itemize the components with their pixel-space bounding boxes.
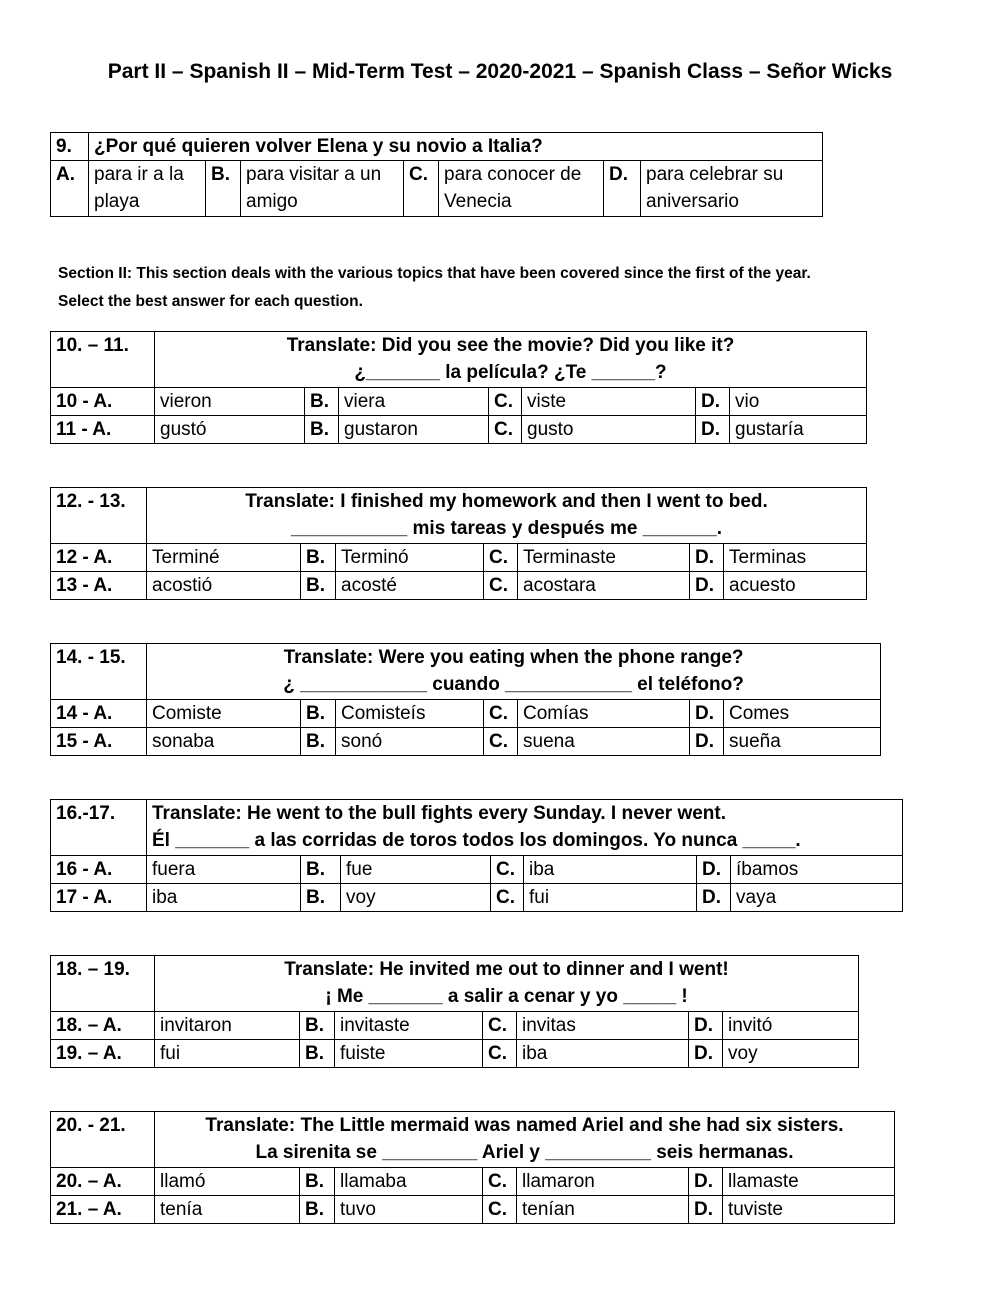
option-d[interactable]: invitó	[723, 1012, 859, 1040]
option-letter-d: D.	[690, 728, 724, 756]
block-number: 14. - 15.	[51, 644, 147, 700]
option-d[interactable]: sueña	[724, 728, 881, 756]
option-b[interactable]: tuvo	[335, 1196, 483, 1224]
option-letter-b: B.	[300, 1196, 335, 1224]
prompt-english: Translate: Did you see the movie? Did you like it?	[286, 335, 735, 356]
option-c[interactable]: tenían	[517, 1196, 689, 1224]
option-d[interactable]: íbamos	[731, 856, 903, 884]
option-letter-c: C.	[491, 856, 524, 884]
prompt-english: Translate: The Little mermaid was named Ariel and she had six sisters.	[205, 1115, 844, 1136]
option-letter-d: D.	[697, 856, 731, 884]
option-c[interactable]: fui	[524, 884, 697, 912]
option-d[interactable]: vio	[730, 388, 867, 416]
row-label: 17 - A.	[51, 884, 147, 912]
block-prompt	[147, 800, 903, 856]
row-label: 12 - A.	[51, 544, 147, 572]
option-letter-c: C.	[483, 1040, 517, 1068]
block-number: 10. – 11.	[51, 332, 155, 388]
option-c[interactable]: viste	[522, 388, 696, 416]
option-letter-d: D.	[689, 1012, 723, 1040]
option-a[interactable]: fui	[155, 1040, 300, 1068]
option-a[interactable]: Comiste	[147, 700, 301, 728]
option-letter-c: C.	[484, 544, 518, 572]
block-number: 16.-17.	[51, 800, 147, 856]
block-prompt	[155, 956, 859, 1012]
option-letter-b: B.	[305, 416, 339, 444]
row-label: 20. – A.	[51, 1168, 155, 1196]
row-label: 16 - A.	[51, 856, 147, 884]
option-letter-c: C.	[484, 728, 518, 756]
option-c[interactable]: acostara	[518, 572, 690, 600]
option-b[interactable]: sonó	[336, 728, 484, 756]
option-b[interactable]: invitaste	[335, 1012, 483, 1040]
row-label: 13 - A.	[51, 572, 147, 600]
block-prompt	[147, 488, 867, 544]
option-letter-d: D.	[690, 544, 724, 572]
option-letter-b: B.	[305, 388, 339, 416]
option-a[interactable]: gustó	[155, 416, 305, 444]
question-block-14-15	[50, 643, 881, 756]
option-b[interactable]: voy	[341, 884, 491, 912]
option-letter-b: B.	[301, 544, 336, 572]
option-letter-b: B.	[301, 856, 341, 884]
option-letter-d: D.	[689, 1196, 723, 1224]
option-letter-d: D.	[696, 388, 730, 416]
option-letter-d: D.	[690, 572, 724, 600]
option-letter-c: C.	[484, 572, 518, 600]
option-d[interactable]: acuesto	[724, 572, 867, 600]
option-b[interactable]: para visitar a un amigo	[241, 161, 404, 217]
option-a[interactable]: para ir a la playa	[89, 161, 206, 217]
option-a[interactable]: fuera	[147, 856, 301, 884]
option-a[interactable]: invitaron	[155, 1012, 300, 1040]
option-c[interactable]: iba	[524, 856, 697, 884]
row-label: 15 - A.	[51, 728, 147, 756]
prompt-english: Translate: Were you eating when the phone range?	[283, 647, 744, 668]
option-c[interactable]: Terminaste	[518, 544, 690, 572]
prompt-spanish: ___________ mis tareas y después me _______.	[291, 518, 723, 539]
option-c[interactable]: llamaron	[517, 1168, 689, 1196]
option-d[interactable]: gustaría	[730, 416, 867, 444]
option-letter-b: B.	[301, 572, 336, 600]
prompt-spanish: ¿_______ la película? ¿Te ______?	[354, 362, 667, 383]
option-letter-d: D.	[697, 884, 731, 912]
block-prompt	[155, 1112, 895, 1168]
option-letter-c: C.	[483, 1168, 517, 1196]
option-d[interactable]: voy	[723, 1040, 859, 1068]
option-d[interactable]: para celebrar su aniversario	[641, 161, 823, 217]
section-instructions	[58, 260, 958, 316]
row-label: 18. – A.	[51, 1012, 155, 1040]
option-letter-c: C.	[489, 416, 522, 444]
question-block-20-21	[50, 1111, 895, 1224]
option-letter-b: B.	[301, 728, 336, 756]
option-d[interactable]: Terminas	[724, 544, 867, 572]
option-a[interactable]: iba	[147, 884, 301, 912]
row-label: 19. – A.	[51, 1040, 155, 1068]
prompt-english: Translate: I finished my homework and then I went to bed.	[245, 491, 768, 512]
prompt-spanish: ¿ ____________ cuando ____________ el teléfono?	[283, 674, 744, 695]
row-label: 21. – A.	[51, 1196, 155, 1224]
option-letter-b: B.	[300, 1012, 335, 1040]
option-letter-b: B.	[300, 1168, 335, 1196]
prompt-english: Translate: He invited me out to dinner and I went!	[284, 959, 729, 980]
option-letter-c: C.	[491, 884, 524, 912]
option-letter-d: D.	[689, 1040, 723, 1068]
option-c[interactable]: iba	[517, 1040, 689, 1068]
prompt-spanish: Él _______ a las corridas de toros todos los domingos. Yo nunca _____.	[152, 830, 801, 851]
option-letter-b: B.	[301, 884, 341, 912]
block-prompt	[155, 332, 867, 388]
question-block-10-11	[50, 331, 867, 444]
option-letter-d: D.	[696, 416, 730, 444]
option-letter-b: B.	[206, 161, 241, 217]
block-prompt	[147, 644, 881, 700]
option-b[interactable]: llamaba	[335, 1168, 483, 1196]
option-letter-c: C.	[404, 161, 439, 217]
prompt-spanish: ¡ Me _______ a salir a cenar y yo _____ !	[325, 986, 688, 1007]
option-letter-a: A.	[51, 161, 89, 217]
question-block-12-13	[50, 487, 867, 600]
question-9-text: ¿Por qué quieren volver Elena y su novio a Italia?	[89, 133, 823, 161]
row-label: 10 - A.	[51, 388, 155, 416]
option-c[interactable]: para conocer de Venecia	[439, 161, 604, 217]
option-a[interactable]: llamó	[155, 1168, 300, 1196]
option-c[interactable]: Comías	[518, 700, 690, 728]
option-letter-b: B.	[301, 700, 336, 728]
option-letter-c: C.	[489, 388, 522, 416]
question-block-16-17	[50, 799, 903, 912]
block-number: 20. - 21.	[51, 1112, 155, 1168]
option-c[interactable]: suena	[518, 728, 690, 756]
option-b[interactable]: fuiste	[335, 1040, 483, 1068]
option-letter-d: D.	[690, 700, 724, 728]
option-b[interactable]: gustaron	[339, 416, 489, 444]
option-a[interactable]: acostió	[147, 572, 301, 600]
option-b[interactable]: acosté	[336, 572, 484, 600]
section-line-1: Section II: This section deals with the various topics that have been covered since the first of the year.	[58, 265, 811, 282]
option-b[interactable]: viera	[339, 388, 489, 416]
option-letter-c: C.	[484, 700, 518, 728]
block-number: 18. – 19.	[51, 956, 155, 1012]
option-a[interactable]: sonaba	[147, 728, 301, 756]
option-letter-d: D.	[689, 1168, 723, 1196]
option-letter-c: C.	[483, 1196, 517, 1224]
question-block-18-19	[50, 955, 859, 1068]
option-a[interactable]: tenía	[155, 1196, 300, 1224]
row-label: 14 - A.	[51, 700, 147, 728]
option-b[interactable]: Terminó	[336, 544, 484, 572]
question-9-table	[50, 132, 823, 217]
option-a[interactable]: vieron	[155, 388, 305, 416]
option-d[interactable]: llamaste	[723, 1168, 895, 1196]
option-a[interactable]: Terminé	[147, 544, 301, 572]
row-label: 11 - A.	[51, 416, 155, 444]
option-letter-d: D.	[604, 161, 641, 217]
option-d[interactable]: Comes	[724, 700, 881, 728]
question-9-number: 9.	[51, 133, 89, 161]
option-b[interactable]: fue	[341, 856, 491, 884]
option-c[interactable]: invitas	[517, 1012, 689, 1040]
option-d[interactable]: tuviste	[723, 1196, 895, 1224]
option-c[interactable]: gusto	[522, 416, 696, 444]
option-b[interactable]: Comisteís	[336, 700, 484, 728]
prompt-spanish: La sirenita se _________ Ariel y __________ seis hermanas.	[255, 1142, 794, 1163]
page-title: Part II – Spanish II – Mid-Term Test – 2020-2021 – Spanish Class – Señor Wicks	[107, 60, 893, 83]
section-line-2: Select the best answer for each question.	[58, 293, 363, 310]
option-letter-b: B.	[300, 1040, 335, 1068]
prompt-english: Translate: He went to the bull fights every Sunday. I never went.	[152, 803, 726, 824]
option-d[interactable]: vaya	[731, 884, 903, 912]
block-number: 12. - 13.	[51, 488, 147, 544]
option-letter-c: C.	[483, 1012, 517, 1040]
